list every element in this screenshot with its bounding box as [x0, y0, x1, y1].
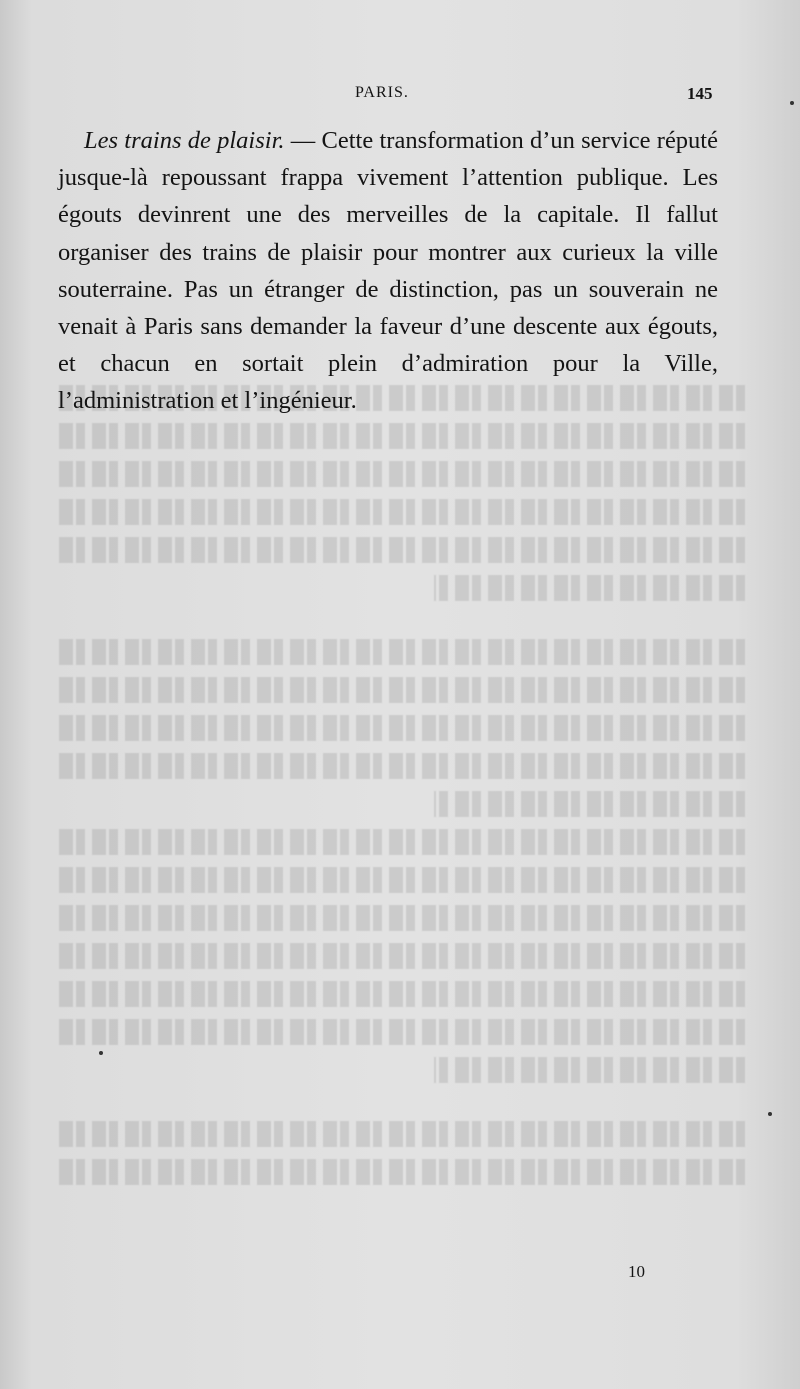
page-number: 145	[687, 84, 713, 103]
bleed-through-text	[55, 385, 745, 1285]
paragraph	[58, 122, 718, 420]
running-head: PARIS.	[355, 84, 409, 101]
signature-mark: 10	[628, 1262, 645, 1281]
body-text	[58, 122, 718, 420]
paragraph-text: — Cette transformation d’un service réputé jusque-là repoussant frappa vivement l’attention publique. Les égouts devinrent une des merveilles de la capitale. Il fallut organiser des trains de plaisir pour montrer aux curieux la ville souterraine. Pas un étranger de distinction, pas un souverain ne venait à Paris sans demander la faveur d’une descente aux égouts, et chacun en sortait plein d’admiration pour la Ville, l’administration et l’ingénieur.	[58, 127, 718, 415]
paragraph-heading: Les trains de plaisir.	[84, 127, 285, 154]
page-header	[0, 84, 800, 112]
speck	[790, 101, 794, 105]
speck	[768, 1112, 772, 1116]
speck	[99, 1051, 103, 1055]
